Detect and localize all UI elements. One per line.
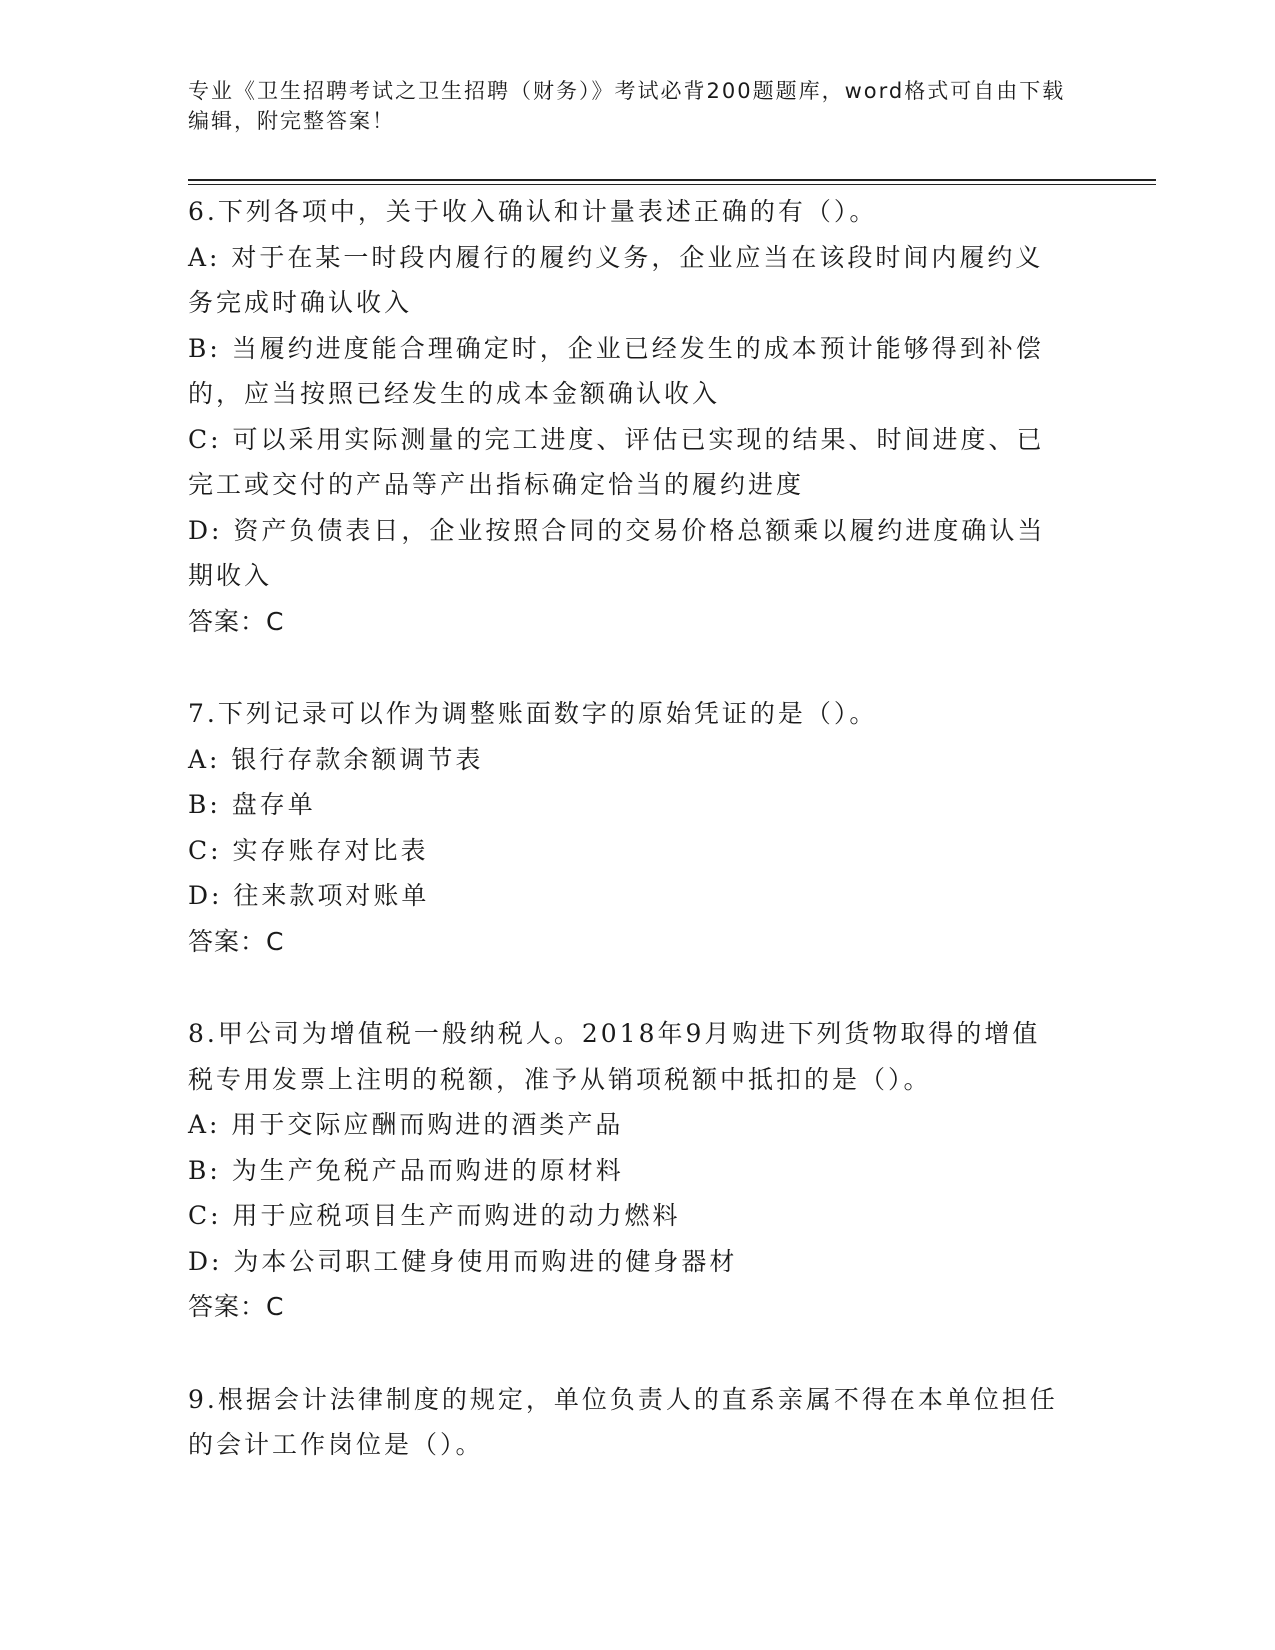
question-stem: 7.下列记录可以作为调整账面数字的原始凭证的是（）。	[188, 699, 878, 728]
option-b: B: 盘存单	[188, 790, 316, 819]
question-stem: 9.根据会计法律制度的规定，单位负责人的直系亲属不得在本单位担任的会计工作岗位是（）。	[188, 1384, 1058, 1459]
header-divider	[188, 179, 1156, 185]
question-8	[188, 1011, 1068, 1330]
answer-line: 答案：C	[188, 926, 285, 956]
option-b: B: 当履约进度能合理确定时，企业已经发生的成本预计能够得到补偿的，应当按照已经发生的成本金额确认收入	[188, 333, 1044, 408]
option-d: D: 往来款项对账单	[188, 881, 430, 910]
option-a: A: 用于交际应酬而购进的酒类产品	[188, 1110, 624, 1139]
option-c: C: 用于应税项目生产而购进的动力燃料	[188, 1201, 681, 1230]
option-d: D: 为本公司职工健身使用而购进的健身器材	[188, 1246, 738, 1276]
option-c: C: 可以采用实际测量的完工进度、评估已实现的结果、时间进度、已完工或交付的产品等产出指标确定恰当的履约进度	[188, 424, 1045, 499]
answer-line: 答案：C	[188, 1292, 285, 1321]
question-list	[188, 189, 1068, 1515]
answer-line: 答案：C	[188, 606, 285, 636]
question-stem: 6.下列各项中，关于收入确认和计量表述正确的有（）。	[188, 197, 878, 226]
option-a: A: 对于在某一时段内履行的履约义务，企业应当在该段时间内履约义务完成时确认收入	[188, 242, 1044, 317]
option-a: A: 银行存款余额调节表	[188, 744, 484, 774]
option-b: B: 为生产免税产品而购进的原材料	[188, 1155, 624, 1185]
option-c: C: 实存账存对比表	[188, 835, 429, 865]
option-d: D: 资产负债表日，企业按照合同的交易价格总额乘以履约进度确认当期收入	[188, 515, 1046, 590]
document-header: 专业《卫生招聘考试之卫生招聘（财务）》考试必背200题题库，word格式可自由下载编辑，附完整答案！	[188, 79, 1066, 133]
question-6	[188, 189, 1068, 644]
question-9	[188, 1377, 1068, 1468]
question-7	[188, 691, 1068, 964]
question-stem: 8.甲公司为增值税一般纳税人。2018年9月购进下列货物取得的增值税专用发票上注明的税额，准予从销项税额中抵扣的是（）。	[188, 1019, 1041, 1094]
